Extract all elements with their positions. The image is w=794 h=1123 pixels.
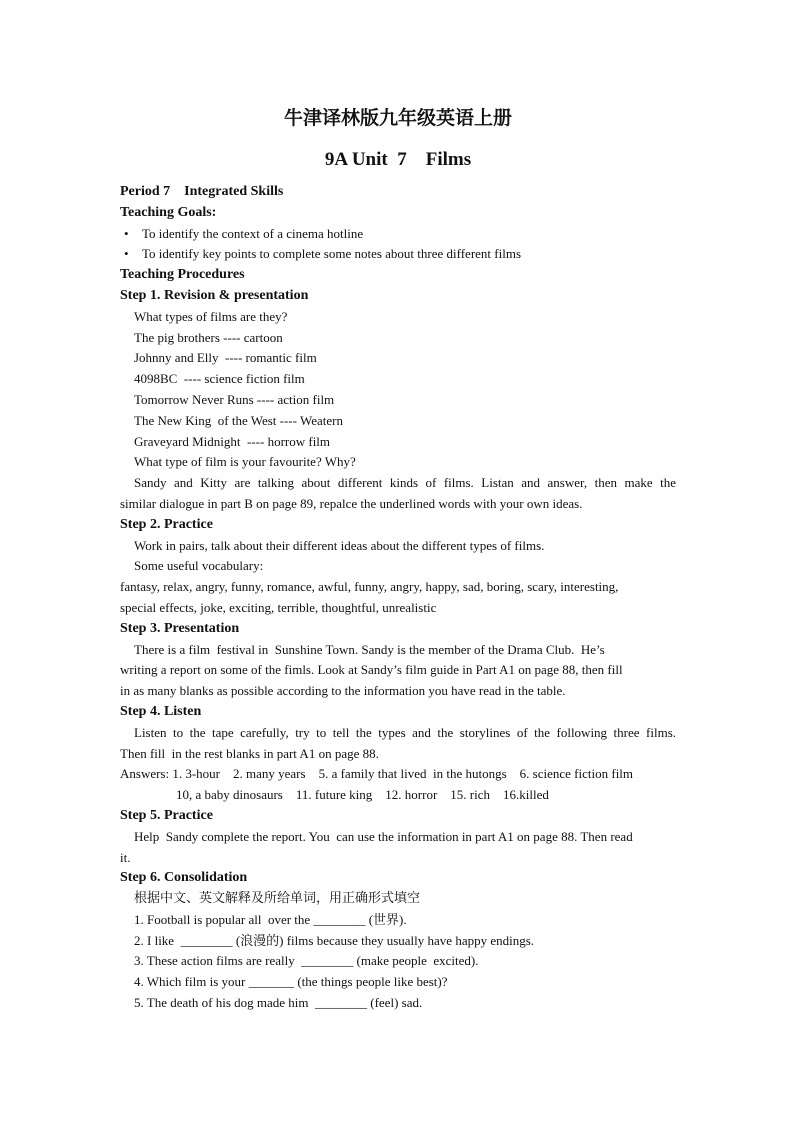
step1-line: Graveyard Midnight ---- horrow film [134, 433, 331, 449]
goal-item: • To identify the context of a cinema hotline [120, 224, 676, 245]
goal-item: • To identify key points to complete some notes about three different films [120, 244, 676, 265]
step1-line: 4098BC ---- science fiction film [134, 371, 305, 387]
step4-heading: Step 4. Listen [120, 703, 202, 719]
exercise-item: 3. These action films are really ________ (make people excited). [134, 953, 479, 969]
step2-line: Some useful vocabulary: [134, 558, 264, 574]
step1-line: What type of film is your favourite? Why? [134, 454, 356, 470]
step4-answers: 10, a baby dinosaurs 11. future king 12. horror 15. rich 16.killed [176, 787, 549, 803]
step4-line: Then fill in the rest blanks in part A1 on page 88. [120, 745, 379, 761]
step1-line: Johnny and Elly ---- romantic film [134, 350, 317, 366]
period-heading: Period 7 Integrated Skills [120, 184, 284, 199]
step1-paragraph-line: similar dialogue in part B on page 89, repalce the underlined words with your own ideas. [120, 495, 583, 511]
step5-heading: Step 5. Practice [120, 807, 213, 823]
step5-line: it. [120, 849, 131, 865]
step6-instruction: 根据中文、英文解释及所给单词，用正确形式填空 [134, 891, 421, 907]
step1-line: What types of films are they? [134, 308, 288, 324]
document-page [120, 102, 676, 1014]
step1-line: The pig brothers ---- cartoon [134, 329, 283, 345]
procedures-heading: Teaching Procedures [120, 267, 245, 283]
step1-line: Tomorrow Never Runs ---- action film [134, 391, 335, 407]
step1-line: The New King of the West ---- Weatern [134, 412, 343, 428]
step3-heading: Step 3. Presentation [120, 620, 240, 636]
exercise-item: 5. The death of his dog made him ________ (feel) sad. [134, 995, 423, 1011]
exercise-item: 1. Football is popular all over the ________ (世界). [134, 911, 407, 927]
step5-line: Help Sandy complete the report. You can use the information in part A1 on page 88. Then read [134, 828, 633, 844]
step1-paragraph-line: Sandy and Kitty are talking about different kinds of films. Listan and answer, then make the [134, 475, 676, 491]
step2-heading: Step 2. Practice [120, 516, 213, 532]
step3-line: There is a film festival in Sunshine Town. Sandy is the member of the Drama Club. He’s [134, 641, 605, 657]
document-title-chinese: 牛津译林版九年级英语上册 [283, 108, 512, 129]
exercise-item: 4. Which film is your _______ (the things people like best)? [134, 974, 448, 990]
bullet-icon: • [124, 225, 129, 241]
step4-answers: Answers: 1. 3-hour 2. many years 5. a family that lived in the hutongs 6. science fiction film [120, 766, 634, 782]
step3-line: writing a report on some of the fimls. Look at Sandy’s film guide in Part A1 on page 88, then fill [120, 662, 623, 678]
step1-heading: Step 1. Revision & presentation [120, 287, 309, 303]
exercise-item: 2. I like ________ (浪漫的) films because they usually have happy endings. [134, 932, 535, 948]
step2-line: Work in pairs, talk about their different ideas about the different types of films. [134, 537, 545, 553]
step3-line: in as many blanks as possible according to the information you have read in the table. [120, 683, 566, 699]
step6-heading: Step 6. Consolidation [120, 870, 248, 886]
bullet-icon: • [124, 246, 129, 262]
step2-vocab-line: fantasy, relax, angry, funny, romance, awful, funny, angry, happy, sad, boring, scary, interesting, [120, 579, 619, 595]
document-title-unit: 9A Unit 7 Films [324, 149, 472, 170]
step4-line: Listen to the tape carefully, try to tell the types and the storylines of the following three films. [134, 724, 676, 740]
goals-heading: Teaching Goals: [120, 204, 217, 220]
step2-vocab-line: special effects, joke, exciting, terrible, thoughtful, unrealistic [120, 599, 437, 615]
